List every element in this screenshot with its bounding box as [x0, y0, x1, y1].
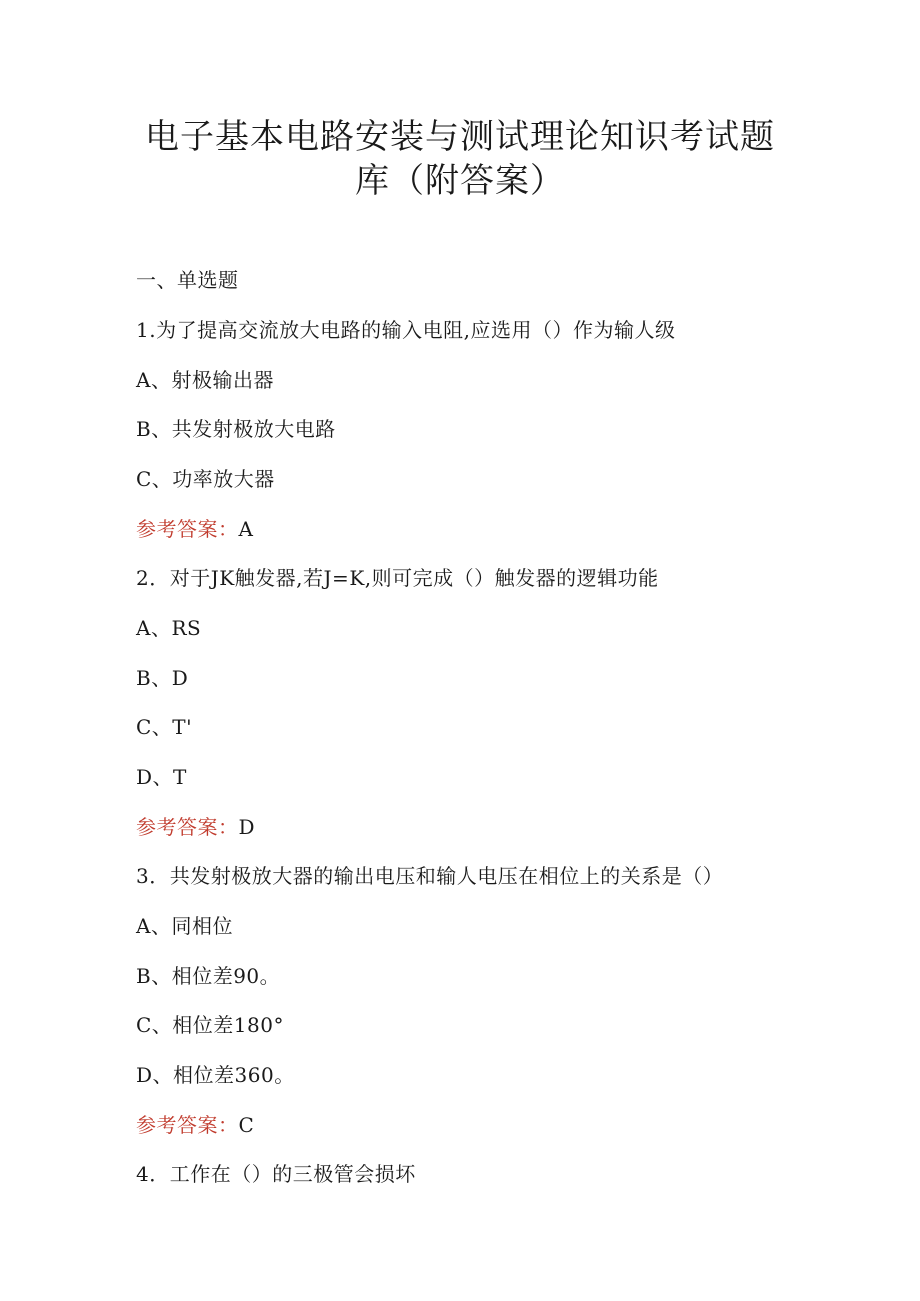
question-1-option-a: A、射极输出器 [136, 368, 274, 392]
question-1-option-b: B、共发射极放大电路 [136, 417, 336, 441]
question-3-option-a: A、同相位 [136, 914, 233, 938]
answer-label: 参考答案： [136, 517, 239, 541]
question-3-option-d: D、相位差360。 [136, 1063, 295, 1087]
question-1-answer [136, 515, 253, 543]
document-title-line-2: 库（附答案） [355, 161, 565, 201]
question-2-answer [136, 813, 255, 841]
answer-label: 参考答案： [136, 1113, 239, 1137]
answer-value: C [238, 1113, 255, 1137]
question-2-option-c: C、T' [136, 715, 193, 739]
answer-value: D [238, 815, 256, 839]
section-heading: 一、单选题 [136, 268, 239, 292]
question-2-stem: 2．对于JK触发器,若J=K,则可完成（）触发器的逻辑功能 [136, 566, 659, 590]
document-title-line-1: 电子基本电路安装与测试理论知识考试题 [145, 117, 775, 157]
question-3-stem: 3．共发射极放大器的输出电压和输人电压在相位上的关系是（） [136, 864, 724, 888]
question-1-stem: 1.为了提高交流放大电路的输入电阻,应选用（）作为输人级 [136, 318, 676, 342]
answer-label: 参考答案： [136, 815, 239, 839]
question-2-option-b: B、D [136, 666, 189, 690]
question-2-option-a: A、RS [136, 616, 202, 640]
question-3-option-c: C、相位差180° [136, 1013, 284, 1037]
question-3-answer [136, 1111, 254, 1139]
question-1-option-c: C、功率放大器 [136, 467, 275, 491]
question-3-option-b: B、相位差90。 [136, 964, 281, 988]
answer-value: A [238, 517, 254, 541]
question-4-stem: 4．工作在（）的三极管会损坏 [136, 1162, 416, 1186]
question-2-option-d: D、T [136, 765, 187, 789]
